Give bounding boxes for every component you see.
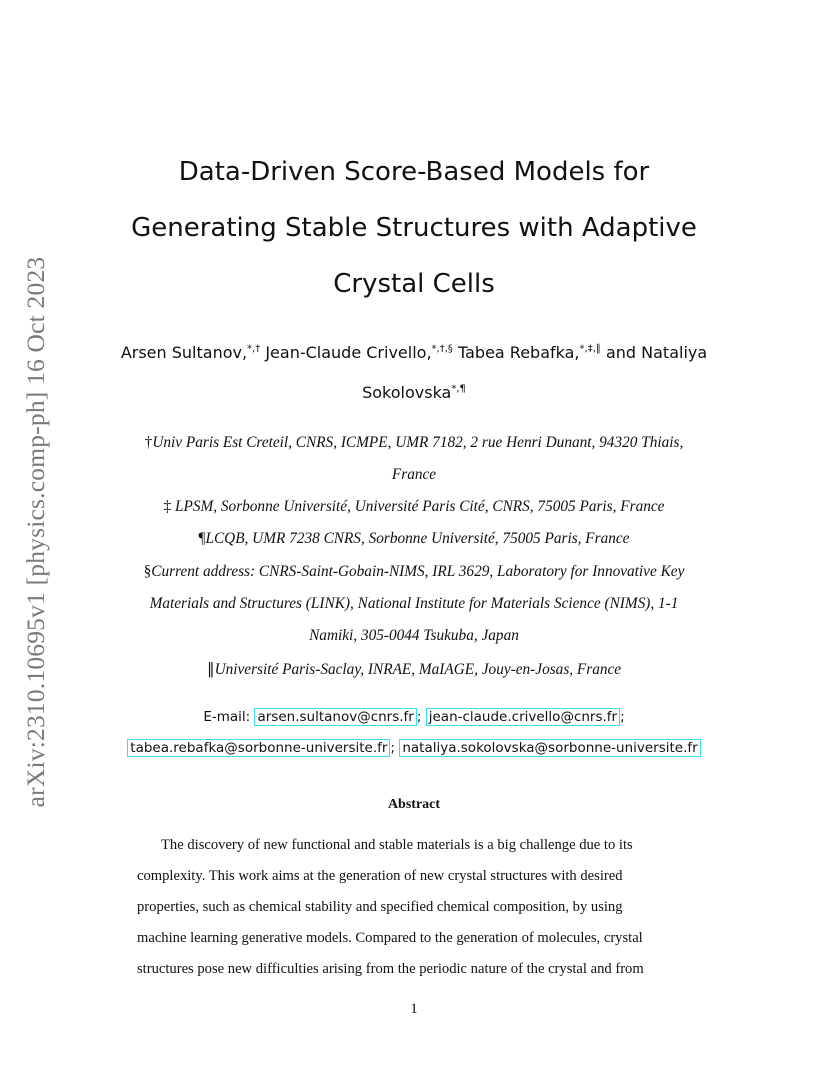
arxiv-identifier-stamp: arXiv:2310.10695v1 [physics.comp-ph] 16 Oct 2023 bbox=[21, 256, 50, 808]
title-line-3: Crystal Cells bbox=[333, 269, 495, 299]
email-link-sultanov[interactable]: arsen.sultanov@cnrs.fr bbox=[254, 708, 416, 726]
affiliation-symbol: † bbox=[144, 434, 153, 451]
email-line-2 bbox=[0, 740, 828, 756]
affiliation-1-line-2: France bbox=[391, 466, 437, 483]
affiliation-2 bbox=[0, 498, 828, 516]
abstract-line: complexity. This work aims at the generation of new crystal structures with desired bbox=[137, 868, 623, 884]
author-marks: *,†,§ bbox=[431, 343, 453, 355]
affiliation-symbol: ‡ bbox=[163, 498, 172, 515]
author-marks: *,¶ bbox=[451, 383, 466, 395]
affiliation-symbol: ¶ bbox=[198, 530, 206, 547]
abstract-heading: Abstract bbox=[387, 797, 441, 812]
title-line-1: Data-Driven Score-Based Models for bbox=[178, 157, 650, 187]
authors-line-1 bbox=[0, 343, 828, 362]
email-link-sokolovska[interactable]: nataliya.sokolovska@sorbonne-universite.fr bbox=[399, 739, 700, 757]
email-link-rebafka[interactable]: tabea.rebafka@sorbonne-universite.fr bbox=[127, 739, 390, 757]
affiliation-text: LCQB, UMR 7238 CNRS, Sorbonne Université, 75005 Paris, France bbox=[205, 530, 630, 547]
affiliation-1-line-1 bbox=[0, 434, 828, 452]
affiliation-4-line-3: Namiki, 305-0044 Tsukuba, Japan bbox=[309, 627, 519, 644]
authors-line-2 bbox=[0, 383, 828, 402]
author-conjunction: and Nataliya bbox=[605, 343, 708, 362]
affiliation-3 bbox=[0, 530, 828, 548]
author-name: Tabea Rebafka, bbox=[457, 343, 580, 362]
abstract-line: structures pose new difficulties arising from the periodic nature of the crystal and from bbox=[137, 961, 644, 977]
affiliation-text: Université Paris-Saclay, INRAE, MaIAGE, Jouy-en-Josas, France bbox=[214, 661, 622, 678]
abstract-line: machine learning generative models. Compared to the generation of molecules, crystal bbox=[137, 930, 643, 946]
email-separator: ; bbox=[416, 709, 422, 725]
author-name: Sokolovska bbox=[362, 383, 452, 402]
author-marks: *,‡,∥ bbox=[579, 343, 601, 355]
affiliation-symbol: § bbox=[143, 563, 152, 580]
affiliation-text: Current address: CNRS-Saint-Gobain-NIMS, IRL 3629, Laboratory for Innovative Key bbox=[151, 563, 685, 580]
email-label: E-mail: bbox=[203, 709, 251, 725]
email-separator: ; bbox=[620, 709, 625, 725]
email-separator: ; bbox=[390, 740, 396, 756]
author-marks: *,† bbox=[247, 343, 261, 355]
abstract-line: The discovery of new functional and stable materials is a big challenge due to its bbox=[161, 837, 633, 853]
email-link-crivello[interactable]: jean-claude.crivello@cnrs.fr bbox=[426, 708, 620, 726]
email-line-1 bbox=[0, 709, 828, 725]
affiliation-4-line-1 bbox=[0, 563, 828, 581]
author-name: Jean-Claude Crivello, bbox=[265, 343, 432, 362]
affiliation-text: LPSM, Sorbonne Université, Université Paris Cité, CNRS, 75005 Paris, France bbox=[175, 498, 665, 515]
page-number: 1 bbox=[410, 1001, 418, 1017]
affiliation-4-line-2: Materials and Structures (LINK), National Institute for Materials Science (NIMS), 1-1 bbox=[149, 595, 679, 612]
affiliation-5 bbox=[0, 660, 828, 679]
title-line-2: Generating Stable Structures with Adaptive bbox=[131, 213, 697, 243]
author-name: Arsen Sultanov, bbox=[120, 343, 248, 362]
affiliation-text: Univ Paris Est Creteil, CNRS, ICMPE, UMR 7182, 2 rue Henri Dunant, 94320 Thiais, bbox=[152, 434, 684, 451]
abstract-line: properties, such as chemical stability and specified chemical composition, by using bbox=[137, 899, 623, 915]
abstract-body bbox=[137, 830, 693, 985]
affiliation-symbol: ∥ bbox=[206, 661, 215, 678]
